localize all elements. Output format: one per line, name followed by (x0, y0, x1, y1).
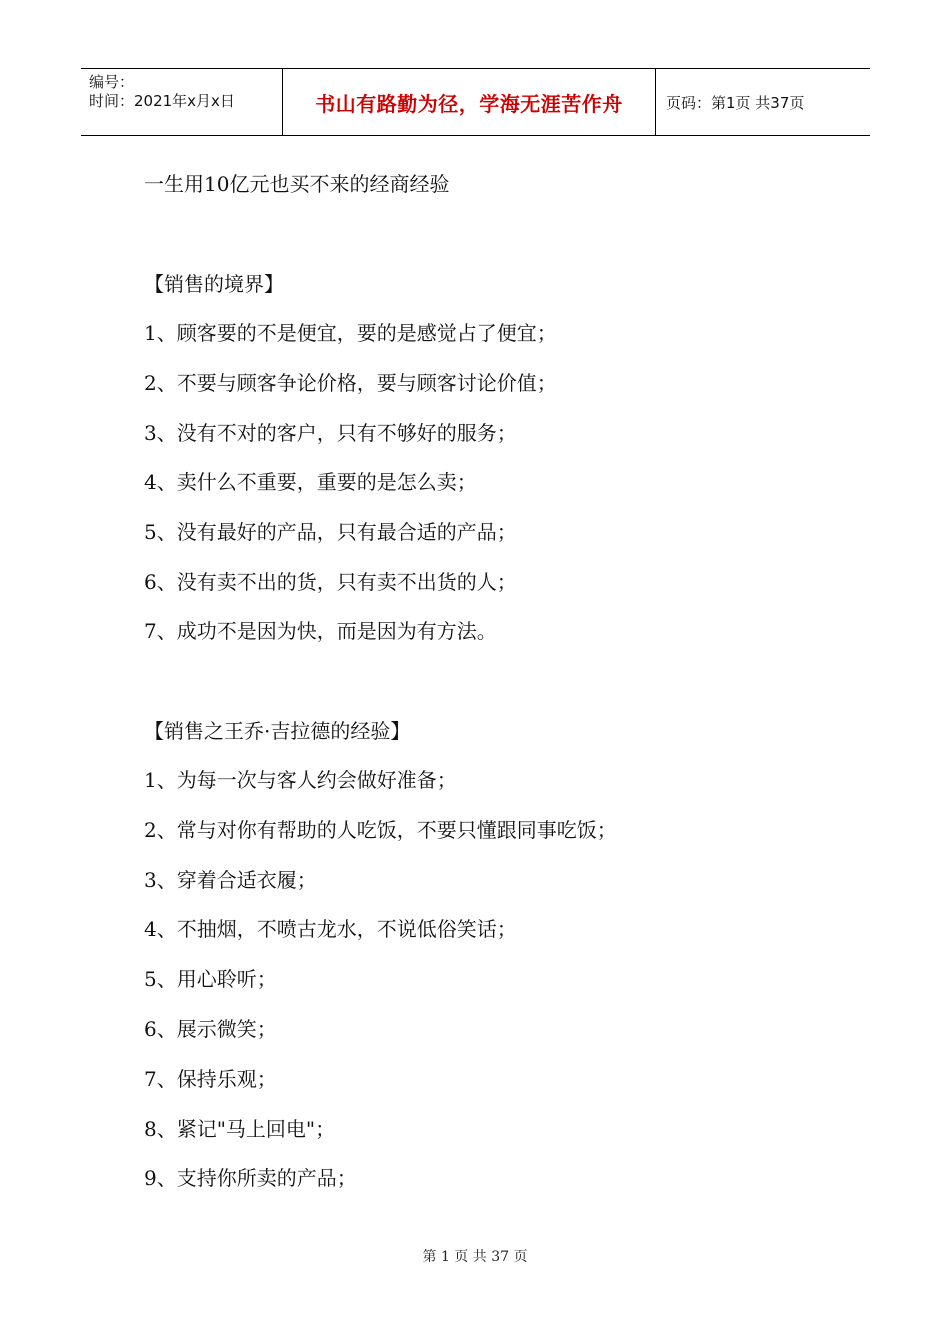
list-item: 2、常与对你有帮助的人吃饭，不要只懂跟同事吃饭； (144, 818, 617, 842)
header-number-label: 编号： (89, 73, 135, 91)
page-header (81, 68, 870, 136)
list-item: 7、成功不是因为快，而是因为有方法。 (144, 619, 497, 643)
list-item: 6、没有卖不出的货，只有卖不出货的人； (144, 570, 517, 594)
list-item: 7、保持乐观； (144, 1067, 277, 1091)
header-motto: 书山有路勤为径，学海无涯苦作舟 (283, 69, 656, 135)
list-item: 2、不要与顾客争论价格，要与顾客讨论价值； (144, 371, 557, 395)
list-item: 3、没有不对的客户，只有不够好的服务； (144, 421, 517, 445)
list-item: 9、支持你所卖的产品； (144, 1166, 357, 1190)
header-time-label: 时间：2021年x月x日 (89, 92, 235, 110)
list-item: 8、紧记"马上回电"； (144, 1117, 336, 1141)
list-item: 4、不抽烟，不喷古龙水，不说低俗笑话； (144, 917, 517, 941)
header-page-info: 页码：第1页 共37页 (666, 93, 805, 112)
list-item: 5、用心聆听； (144, 967, 277, 991)
list-item: 3、穿着合适衣履； (144, 868, 317, 892)
list-item: 5、没有最好的产品，只有最合适的产品； (144, 520, 517, 544)
page-footer: 第 1 页 共 37 页 (422, 1249, 528, 1265)
section-heading-sales-realm: 【销售的境界】 (144, 272, 284, 296)
document-title: 一生用10亿元也买不来的经商经验 (144, 172, 450, 196)
list-item: 6、展示微笑； (144, 1017, 277, 1041)
header-meta (81, 69, 283, 135)
list-item: 1、为每一次与客人约会做好准备； (144, 768, 457, 792)
section-heading-joe-girard: 【销售之王乔·吉拉德的经验】 (144, 719, 411, 743)
list-item: 4、卖什么不重要，重要的是怎么卖； (144, 470, 477, 494)
list-item: 1、顾客要的不是便宜，要的是感觉占了便宜； (144, 321, 557, 345)
